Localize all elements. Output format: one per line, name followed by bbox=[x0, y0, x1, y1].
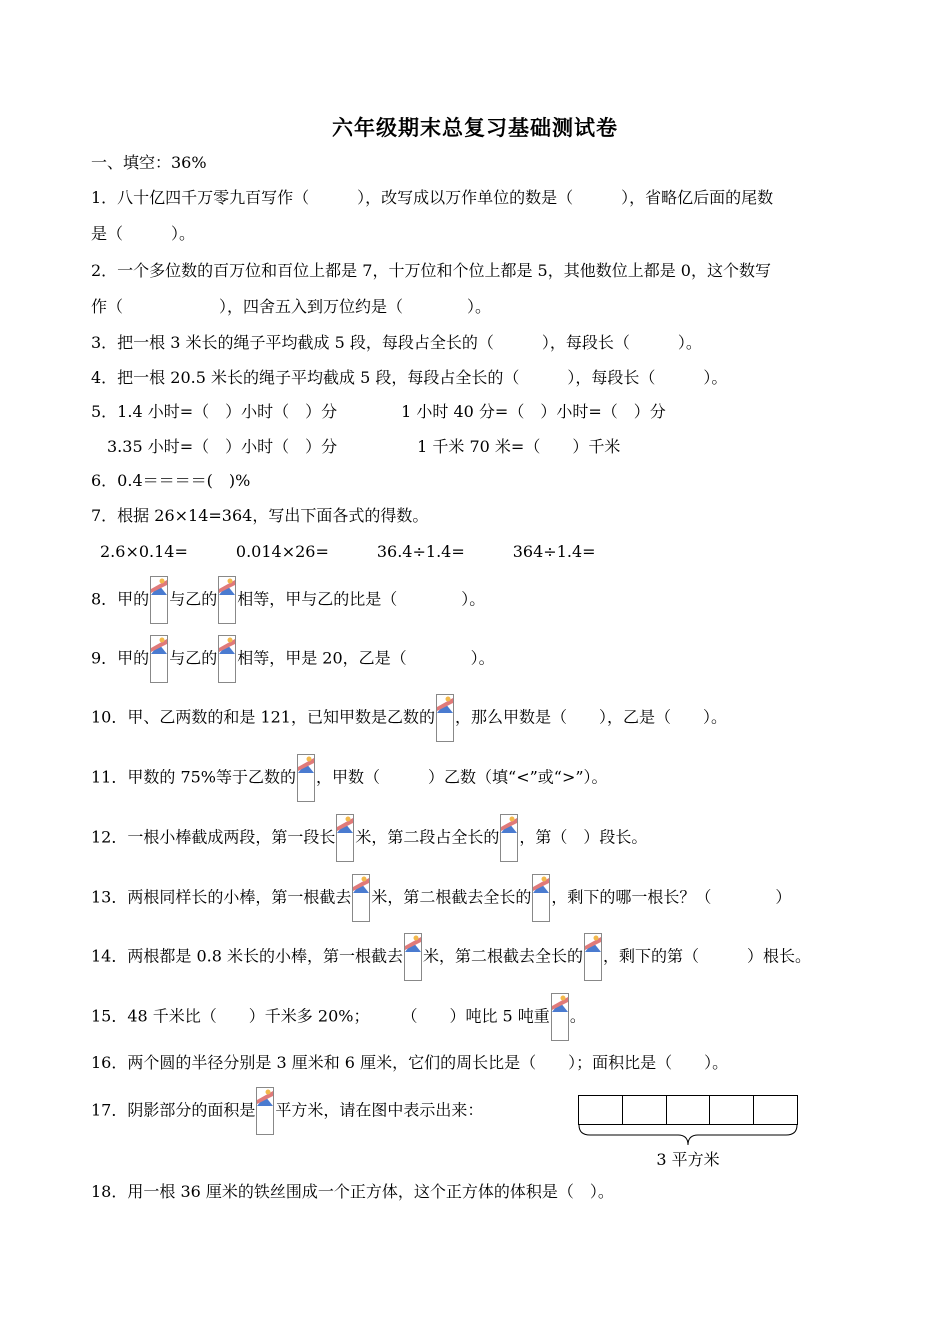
q15-text-2: 。 bbox=[569, 1006, 586, 1026]
broken-image-icon bbox=[218, 576, 236, 624]
q14 bbox=[91, 933, 811, 981]
q8-text-2: 与乙的 bbox=[169, 589, 218, 609]
q9-text-2: 与乙的 bbox=[169, 648, 218, 668]
q14-text-1: 14．两根都是 0.8 米长的小棒，第一根截去 bbox=[91, 946, 403, 966]
q13-text-2: 米，第二根截去全长的 bbox=[371, 887, 532, 907]
q13-text-1: 13．两根同样长的小棒，第一根截去 bbox=[91, 887, 352, 907]
q12-text-3: ，第（ ）段长。 bbox=[519, 827, 648, 847]
section-heading: 一、填空：36% bbox=[91, 153, 207, 172]
q14-text-3: ，剩下的第（ ）根长。 bbox=[603, 946, 812, 966]
q11-text-2: ，甲数（ ）乙数（填“<”或“>”）。 bbox=[316, 767, 608, 787]
q11 bbox=[91, 754, 608, 802]
q17 bbox=[91, 1087, 483, 1135]
q7-expressions: 2.6×0.14= 0.014×26= 36.4÷1.4= 364÷1.4= bbox=[100, 542, 596, 561]
q5-line2: 3.35 小时=（ ）小时（ ）分 1 千米 70 米=（ ）千米 bbox=[91, 437, 621, 456]
page-title: 六年级期末总复习基础测试卷 bbox=[332, 115, 618, 140]
broken-image-icon bbox=[150, 635, 168, 683]
q10-text-1: 10．甲、乙两数的和是 121，已知甲数是乙数的 bbox=[91, 707, 435, 727]
q6: 6．0.4＝＝＝＝( )% bbox=[91, 471, 251, 490]
area-cell bbox=[623, 1096, 667, 1124]
q2-line2: 作（ ），四舍五入到万位约是（ ）。 bbox=[91, 297, 492, 316]
q8-text-3: 相等，甲与乙的比是（ ）。 bbox=[237, 589, 486, 609]
q8-text-1: 8．甲的 bbox=[91, 589, 150, 609]
q17-text-1: 17．阴影部分的面积是 bbox=[91, 1100, 256, 1120]
area-cell bbox=[710, 1096, 754, 1124]
q1-line2: 是（ ）。 bbox=[91, 224, 196, 243]
q13 bbox=[91, 874, 791, 922]
broken-image-icon bbox=[436, 694, 454, 742]
q17-text-2: 平方米，请在图中表示出来： bbox=[275, 1100, 484, 1120]
broken-image-icon bbox=[336, 814, 354, 862]
broken-image-icon bbox=[297, 754, 315, 802]
area-diagram-label: 3 平方米 bbox=[656, 1150, 720, 1169]
broken-image-icon bbox=[150, 576, 168, 624]
q3: 3．把一根 3 米长的绳子平均截成 5 段，每段占全长的（ ），每段长（ ）。 bbox=[91, 333, 702, 352]
q9-text-1: 9．甲的 bbox=[91, 648, 150, 668]
area-cells bbox=[578, 1095, 798, 1125]
q14-text-2: 米，第二根截去全长的 bbox=[422, 946, 583, 966]
q15-text-1: 15．48 千米比（ ）千米多 20%； （ ）吨比 5 吨重 bbox=[91, 1006, 550, 1026]
q9 bbox=[91, 635, 495, 683]
q2-line1: 2．一个多位数的百万位和百位上都是 7，十万位和个位上都是 5，其他数位上都是 0，这个数写 bbox=[91, 261, 771, 280]
q7: 7．根据 26×14=364，写出下面各式的得数。 bbox=[91, 506, 429, 525]
broken-image-icon bbox=[404, 933, 422, 981]
area-diagram bbox=[578, 1095, 798, 1175]
area-cell bbox=[754, 1096, 797, 1124]
broken-image-icon bbox=[532, 874, 550, 922]
area-cell bbox=[579, 1096, 623, 1124]
broken-image-icon bbox=[352, 874, 370, 922]
broken-image-icon bbox=[256, 1087, 274, 1135]
q5-line1: 5．1.4 小时=（ ）小时（ ）分 1 小时 40 分=（ ）小时=（ ）分 bbox=[91, 402, 666, 421]
q12 bbox=[91, 814, 647, 862]
q10 bbox=[91, 694, 727, 742]
broken-image-icon bbox=[500, 814, 518, 862]
q18: 18．用一根 36 厘米的铁丝围成一个正方体，这个正方体的体积是（ ）。 bbox=[91, 1182, 614, 1201]
broken-image-icon bbox=[551, 993, 569, 1041]
q13-text-3: ，剩下的哪一根长？（ ） bbox=[551, 887, 792, 907]
broken-image-icon bbox=[584, 933, 602, 981]
q10-text-2: ，那么甲数是（ ），乙是（ ）。 bbox=[455, 707, 728, 727]
q9-text-3: 相等，甲是 20，乙是（ ）。 bbox=[237, 648, 495, 668]
q15 bbox=[91, 993, 586, 1041]
q12-text-2: 米，第二段占全长的 bbox=[355, 827, 500, 847]
q8 bbox=[91, 576, 485, 624]
q1-line1: 1．八十亿四千万零九百写作（ ），改写成以万作单位的数是（ ），省略亿后面的尾数 bbox=[91, 188, 774, 207]
area-cell bbox=[667, 1096, 711, 1124]
q12-text-1: 12．一根小棒截成两段，第一段长 bbox=[91, 827, 336, 847]
broken-image-icon bbox=[218, 635, 236, 683]
q11-text-1: 11．甲数的 75%等于乙数的 bbox=[91, 767, 297, 787]
curly-brace-icon bbox=[578, 1123, 798, 1147]
q4: 4．把一根 20.5 米长的绳子平均截成 5 段，每段占全长的（ ），每段长（ ）。 bbox=[91, 368, 728, 387]
q16: 16．两个圆的半径分别是 3 厘米和 6 厘米，它们的周长比是（ ）；面积比是（ ）。 bbox=[91, 1053, 729, 1072]
